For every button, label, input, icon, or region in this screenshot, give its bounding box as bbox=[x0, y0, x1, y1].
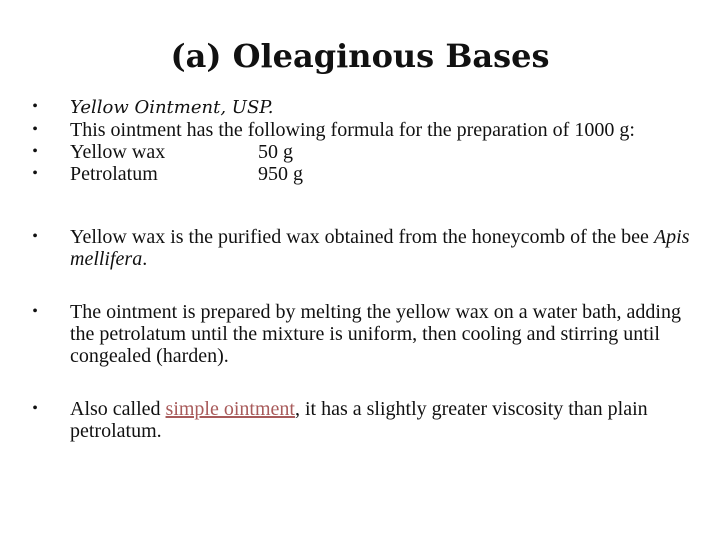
bullet-simple-ointment bbox=[28, 398, 698, 442]
bullet-marker: • bbox=[32, 165, 38, 182]
bullet-marker: • bbox=[32, 98, 38, 115]
bullet-text-end: , it has a slightly greater viscosity than plain petrolatum. bbox=[70, 398, 648, 442]
slide-title: (a) Oleaginous Bases bbox=[170, 37, 550, 75]
bullet-list bbox=[28, 96, 698, 442]
bullet-text: This ointment has the following formula for the preparation of 1000 g: bbox=[70, 119, 635, 141]
bullet-petrolatum-amount bbox=[28, 163, 698, 185]
bullet-marker: • bbox=[32, 143, 38, 160]
ingredient-amount: 50 g bbox=[258, 141, 293, 163]
bullet-marker: • bbox=[32, 303, 38, 320]
species-name: Apis mellifera bbox=[70, 226, 690, 270]
bullet-marker: • bbox=[32, 228, 38, 245]
bullet-formula-intro bbox=[28, 119, 698, 141]
bullet-yellow-wax-source bbox=[28, 226, 698, 270]
simple-ointment-link[interactable]: simple ointment bbox=[165, 398, 295, 420]
bullet-yellow-ointment bbox=[28, 96, 698, 119]
ingredient-name: Yellow wax bbox=[70, 141, 166, 163]
bullet-text: Also called bbox=[70, 398, 166, 420]
bullet-preparation bbox=[28, 301, 698, 367]
bullet-marker: • bbox=[32, 400, 38, 417]
bullet-yellow-wax-amount bbox=[28, 141, 698, 163]
bullet-text: Yellow Ointment, USP. bbox=[70, 97, 274, 118]
ingredient-name: Petrolatum bbox=[70, 163, 158, 185]
bullet-text: Yellow wax is the purified wax obtained from the honeycomb of the bee bbox=[70, 226, 654, 248]
bullet-marker: • bbox=[32, 121, 38, 138]
bullet-text: The ointment is prepared by melting the yellow wax on a water bath, adding the petrolatum until the mixture is uniform, then cooling and stirring until congealed (harden). bbox=[70, 301, 681, 367]
bullet-text-end: . bbox=[142, 248, 148, 270]
ingredient-amount: 950 g bbox=[258, 163, 303, 185]
